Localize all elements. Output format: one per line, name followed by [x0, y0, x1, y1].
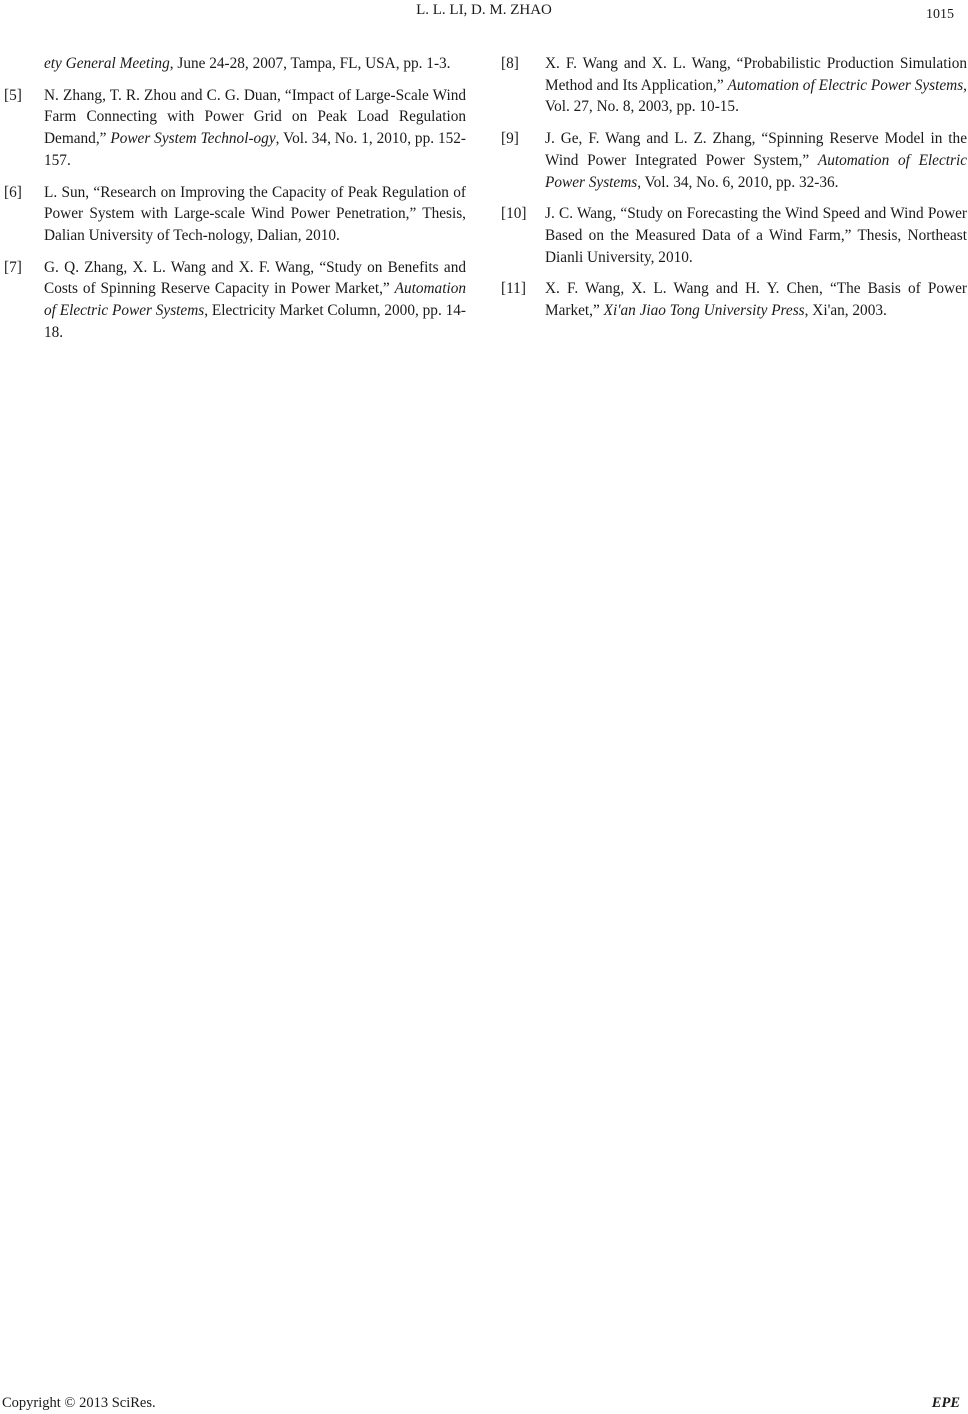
reference-source: Power System Technol-ogy	[110, 130, 276, 148]
reference-source: Xi'an Jiao Tong University Press	[603, 302, 805, 320]
reference-11	[501, 278, 967, 321]
reference-continuation-text: , June 24-28, 2007, Tampa, FL, USA, pp. 1-3.	[169, 55, 451, 72]
reference-text: L. Sun, “Research on Improving the Capacity of Peak Regulation of Power System with Large-scale Wind Power Penetration,” Thesis, Dalian University of Tech-nology, Dalian, 2010.	[44, 183, 466, 244]
reference-8	[501, 53, 967, 118]
reference-text: J. C. Wang, “Study on Forecasting the Wind Speed and Wind Power Based on the Measured Data of a Wind Farm,” Thesis, Northeast Dianli University, 2010.	[545, 205, 967, 266]
reference-details: , Vol. 34, No. 6, 2010, pp. 32-36.	[637, 173, 839, 191]
reference-continuation	[0, 53, 466, 75]
page-number: 1015	[926, 7, 954, 22]
reference-text: X. F. Wang, X. L. Wang and H. Y. Chen, “The Basis of Power Market,”	[545, 280, 967, 320]
reference-text: N. Zhang, T. R. Zhou and C. G. Duan, “Impact of Large-Scale Wind Farm Connecting with Power Grid on Peak Load Regulation Demand,”	[44, 86, 466, 148]
reference-details: , Electricity Market Column, 2000, pp. 14-18.	[44, 302, 466, 341]
reference-number: [7]	[4, 258, 22, 276]
reference-details: , Xi'an, 2003.	[804, 302, 887, 320]
reference-text: X. F. Wang and X. L. Wang, “Probabilistic Production Simulation Method and Its Application,”	[545, 55, 967, 94]
footer-copyright: Copyright © 2013 SciRes.	[2, 1395, 156, 1411]
reference-source: Automation of Electric Power Systems	[44, 280, 466, 320]
reference-text: J. Ge, F. Wang and L. Z. Zhang, “Spinning Reserve Model in the Wind Power Integrated Power System,”	[545, 130, 967, 169]
reference-details: , Vol. 34, No. 1, 2010, pp. 152-157.	[44, 130, 466, 169]
reference-source: Automation of Electric Power Systems	[727, 76, 964, 94]
reference-number: [9]	[501, 130, 519, 148]
reference-number: [8]	[501, 55, 519, 72]
reference-number: [5]	[4, 86, 22, 104]
reference-5	[0, 85, 466, 172]
reference-number: [10]	[501, 205, 527, 223]
reference-number: [11]	[501, 280, 526, 298]
footer-journal: EPE	[931, 1395, 960, 1411]
reference-number: [6]	[4, 183, 22, 201]
reference-text: G. Q. Zhang, X. L. Wang and X. F. Wang, “Study on Benefits and Costs of Spinning Reserve Capacity in Power Market,”	[44, 258, 466, 298]
reference-10	[501, 203, 967, 268]
reference-9	[501, 128, 967, 193]
running-head: L. L. LI, D. M. ZHAO	[416, 2, 552, 18]
reference-source: Automation of Electric Power Systems	[545, 151, 967, 191]
reference-continuation-italic: ety General Meeting	[44, 55, 170, 72]
left-column	[0, 53, 466, 353]
reference-6	[0, 182, 466, 247]
right-column	[501, 53, 967, 332]
reference-details: , Vol. 27, No. 8, 2003, pp. 10-15.	[545, 76, 967, 116]
reference-7	[0, 257, 466, 344]
